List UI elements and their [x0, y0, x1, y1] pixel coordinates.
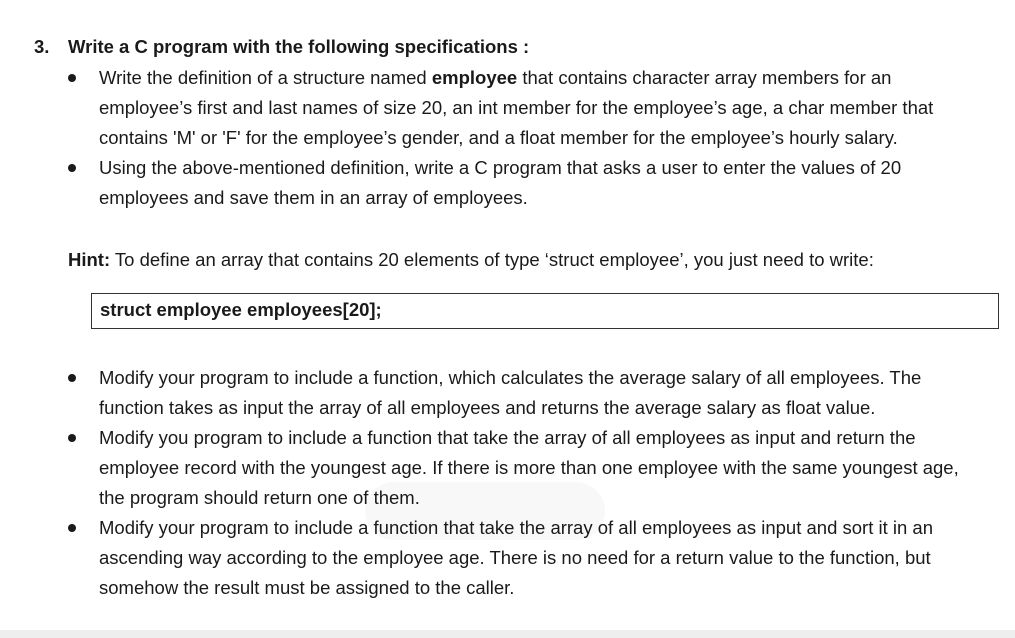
modification-list — [0, 363, 1015, 603]
question-heading — [34, 36, 529, 58]
bullet-text-pre: Write the definition of a structure named — [99, 67, 432, 88]
specification-list — [0, 63, 1015, 213]
bullet-icon — [68, 74, 76, 82]
bullet-text-post: that contains character array members for an employee’s first and last names of size 20, an int member for the employee’s age, a char member that contains 'M' or 'F' for the employee’s gender, and a float member for the employee’s hourly salary. — [99, 67, 934, 148]
bullet-text: Modify your program to include a function, which calculates the average salary of all employees. The function takes as input the array of all employees and returns the average salary as float value. — [99, 367, 922, 418]
list-item — [0, 153, 1015, 213]
list-item — [0, 363, 1015, 423]
list-item — [0, 63, 1015, 153]
hint-paragraph — [68, 249, 874, 271]
bullet-icon — [68, 374, 76, 382]
question-title: Write a C program with the following specifications : — [68, 36, 530, 57]
bottom-divider — [0, 630, 1015, 638]
bullet-text: Modify you program to include a function that take the array of all employees as input and return the employee record with the youngest age. If there is more than one employee with the same youngest age, the program should return one of them. — [99, 427, 959, 508]
bullet-text: Modify your program to include a function that take the array of all employees as input and sort it in an ascending way according to the employee age. There is no need for a return value to the function, but somehow the result must be assigned to the caller. — [99, 517, 933, 598]
list-item — [0, 423, 1015, 513]
bullet-icon — [68, 524, 76, 532]
hint-text: To define an array that contains 20 elements of type ‘struct employee’, you just need to write: — [110, 249, 874, 270]
bullet-icon — [68, 164, 76, 172]
hint-label: Hint: — [68, 249, 111, 270]
question-number: 3. — [34, 36, 50, 57]
list-item — [0, 513, 1015, 603]
bullet-text: Using the above-mentioned definition, write a C program that asks a user to enter the values of 20 employees and save them in an array of employees. — [99, 157, 902, 208]
bullet-icon — [68, 434, 76, 442]
code-box: struct employee employees[20]; — [91, 293, 999, 329]
bullet-text-bold: employee — [431, 67, 518, 88]
